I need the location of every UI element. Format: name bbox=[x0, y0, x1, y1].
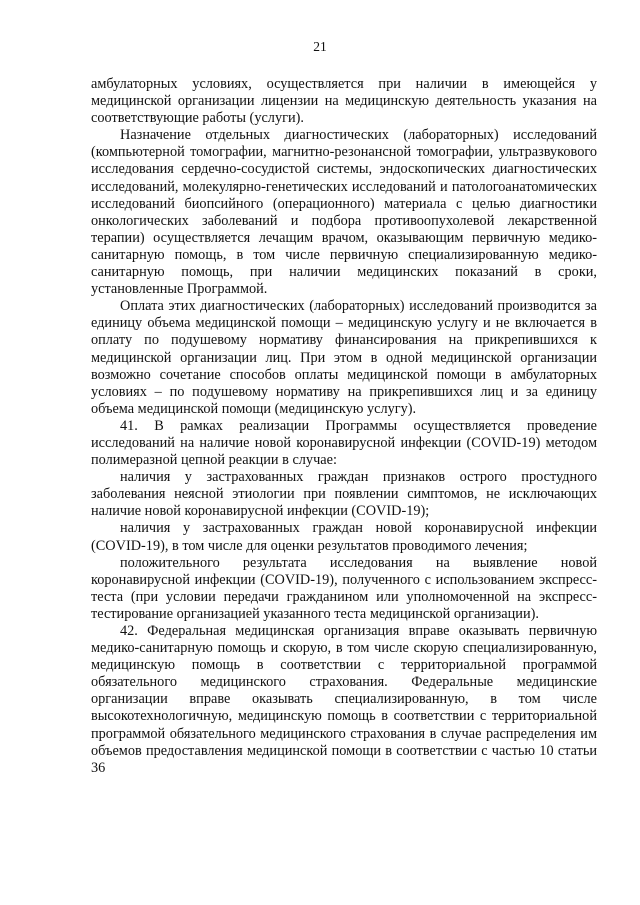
paragraph-diagnostic-appointment: Назначение отдельных диагностических (лабораторных) исследований (компьютерной томографии, магнитно-резонансной томографии, ультразвукового исследования сердечно-сосудистой системы, эндоскопических диагностических исследований, молекулярно-генетических исследований и патологоанатомических исследований биопсийного (операционного) материала с целью диагностики онкологических заболеваний и подбора противоопухолевой лекарственной терапии) осуществляется лечащим врачом, оказывающим первичную медико-санитарную помощь, в том числе первичную специализированную медико-санитарную помощь, при наличии медицинских показаний в сроки, установленные Программой. bbox=[91, 127, 597, 298]
paragraph-payment: Оплата этих диагностических (лабораторных) исследований производится за единицу объема медицинской помощи – медицинскую услугу и не включается в оплату по подушевому нормативу финансирования на прикрепившихся к медицинской организации лиц. При этом в одной медицинской организации возможно сочетание способов оплаты медицинской помощи в амбулаторных условиях – по подушевому нормативу на прикрепившихся лиц и за единицу объема медицинской помощи (медицинскую услугу). bbox=[91, 298, 597, 417]
paragraph-item-42: 42. Федеральная медицинская организация вправе оказывать первичную медико-санитарную помощь и скорую, в том числе скорую специализированную, медицинскую помощь в соответствии с территориальной программой обязательного медицинского страхования. Федеральные медицинские организации вправе оказывать специализированную, в том числе высокотехнологичную, медицинскую помощь в соответствии с территориальной программой обязательного медицинского страхования в случае распределения им объемов предоставления медицинской помощи в соответствии с частью 10 статьи 36 bbox=[91, 623, 597, 776]
page-number: 21 bbox=[313, 39, 327, 54]
paragraph-item-41: 41. В рамках реализации Программы осуществляется проведение исследований на наличие новой коронавирусной инфекции (COVID-19) методом полимеразной цепной реакции в случае: bbox=[91, 417, 597, 469]
paragraph-continuation: амбулаторных условиях, осуществляется при наличии в имеющейся у медицинской организации лицензии на медицинскую деятельность указания на соответствующие работы (услуги). bbox=[91, 76, 597, 127]
paragraph-case-infection: наличия у застрахованных граждан новой коронавирусной инфекции (COVID-19), в том числе для оценки результатов проводимого лечения; bbox=[91, 520, 597, 554]
paragraph-case-symptoms: наличия у застрахованных граждан признаков острого простудного заболевания неясной этиологии при появлении симптомов, не исключающих наличие новой коронавирусной инфекции (COVID-19); bbox=[91, 469, 597, 520]
document-body bbox=[91, 76, 597, 777]
paragraph-case-express-test: положительного результата исследования на выявление новой коронавирусной инфекции (COVID-19), полученного с использованием экспресс-теста (при условии передачи гражданином или уполномоченной на экспресс-тестирование организацией указанного теста медицинской организации). bbox=[91, 554, 597, 622]
